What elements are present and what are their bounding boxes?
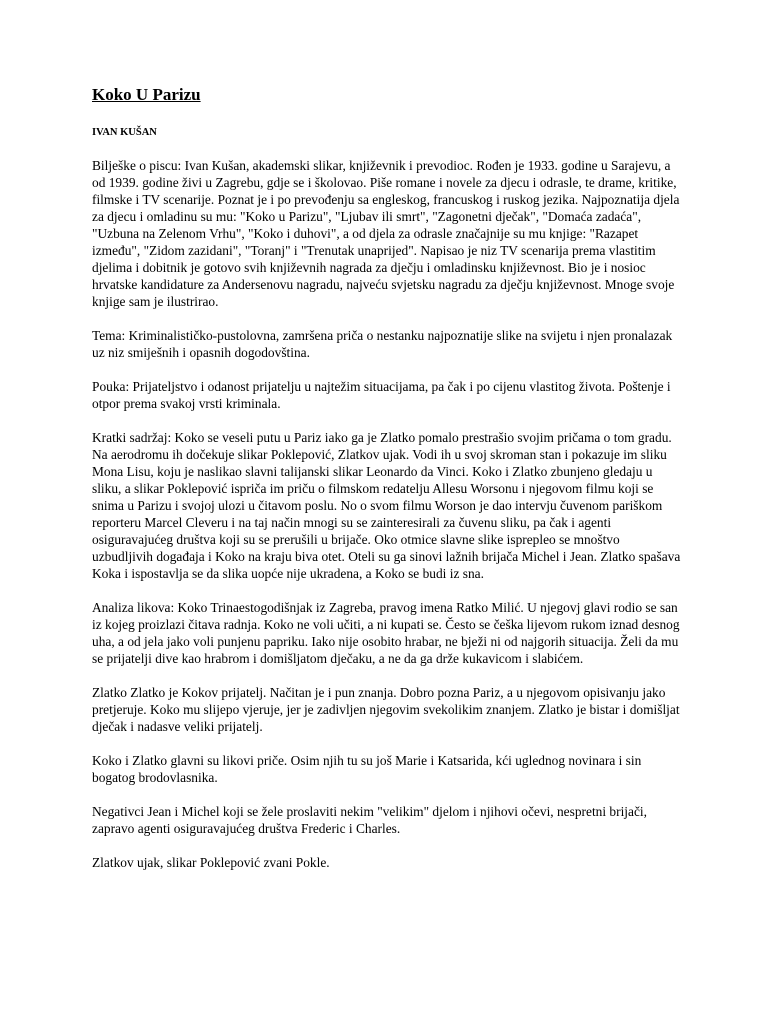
- paragraph-character-koko: Analiza likova: Koko Trinaestogodišnjak iz Zagreba, pravog imena Ratko Milić. U njegovj glavi rodio se san iz kojeg proizlazi čitava radnja. Koko ne voli učiti, a ni kupati se. Često se češka lijevom rukom iznad desnog uha, a od jela jako voli punjenu papriku. Iako nije osobito hrabar, ne bježi ni od najgorih situacija. Želi da mu se prijatelji dive kao hrabrom i domišljatom dječaku, a ne da ga drže kukavicom i slabićem.: [92, 600, 680, 666]
- paragraph-character-zlatko: Zlatko Zlatko je Kokov prijatelj. Načitan je i pun znanja. Dobro pozna Pariz, a u njegovom opisivanju jako pretjeruje. Koko mu slijepo vjeruje, jer je zadivljen njegovim svekolikim znanjem. Zlatko je bistar i domišljat dječak i nadasve veliki prijatelj.: [92, 685, 680, 734]
- paragraph-theme: Tema: Kriminalističko-pustolovna, zamršena priča o nestanku najpoznatije slike na svijetu i njen pronalazak uz niz smiješnih i opasnih dogodovština.: [92, 328, 673, 360]
- document-page: [92, 84, 682, 888]
- document-title: Koko U Parizu: [92, 85, 201, 104]
- document-author: IVAN KUŠAN: [92, 127, 157, 138]
- paragraph-antagonists: Negativci Jean i Michel koji se žele proslaviti nekim "velikim" djelom i njihovi očevi, nespretni brijači, zapravo agenti osiguravajućeg društva Frederic i Charles.: [92, 804, 647, 836]
- paragraph-moral: Pouka: Prijateljstvo i odanost prijatelju u najtežim situacijama, pa čak i po cijenu vlastitog života. Poštenje i otpor prema svakoj vrsti kriminala.: [92, 379, 671, 411]
- paragraph-author-notes: Bilješke o piscu: Ivan Kušan, akademski slikar, književnik i prevodioc. Rođen je 1933. godine u Sarajevu, a od 1939. godine živi u Zagrebu, gdje se i školovao. Piše romane i novele za djecu i odrasle, te drame, kritike, filmske i TV scenarije. Poznat je i po prevođenju sa engleskog, francuskog i ruskog jezika. Najpoznatija djela za djecu i omladinu su mu: "Koko u Parizu", "Ljubav ili smrt", "Zagonetni dječak", "Domaća zadaća", "Uzbuna na Zelenom Vrhu", "Koko i duhovi", a od djela za odrasle značajnije su mu knjige: "Razapet između", "Zidom zazidani", "Toranj" i "Trenutak unaprijed". Napisao je niz TV scenarija prema vlastitim djelima i dobitnik je gotovo svih književnih nagrada za dječju i omladinsku književnost. Bio je i nosioc hrvatske kandidature za Andersenovu nagradu, najveću svjetsku nagradu za dječju književnost. Mnoge svoje knjige sam je ilustrirao.: [92, 158, 680, 309]
- paragraph-summary: Kratki sadržaj: Koko se veseli putu u Pariz iako ga je Zlatko pomalo prestrašio svojim pričama o tom gradu. Na aerodromu ih dočekuje slikar Poklepović, Zlatkov ujak. Vodi ih u svoj skroman stan i pokazuje im sliku Mona Lisu, koju je naslikao slavni talijanski slikar Leonardo da Vinci. Koko i Zlatko zbunjeno gledaju u sliku, a slikar Poklepović ispriča im priču o filmskom redatelju Allesu Worsonu i njegovom filmu koji se snima u Parizu i svojoj ulozi u čitavom poslu. No o svom filmu Worson je dao intervju čuvenom pariškom reporteru Marcel Cleveru i na taj način mnogi su se zainteresirali za čuvenu sliku, pa čak i agenti osiguravajućeg društva koji su se prerušili u brijače. Oko otmice slavne slike isprepleo se mnoštvo uzbudljivih događaja i Koko na kraju biva otet. Oteli su ga sinovi lažnih brijača Michel i Jean. Zlatko spašava Koka i ispostavlja se da slika uopće nije ukradena, a Koko se budi iz sna.: [92, 430, 681, 581]
- paragraph-main-characters: Koko i Zlatko glavni su likovi priče. Osim njih tu su još Marie i Katsarida, kći uglednog novinara i sin bogatog brodovlasnika.: [92, 753, 642, 785]
- paragraph-uncle: Zlatkov ujak, slikar Poklepović zvani Pokle.: [92, 855, 330, 870]
